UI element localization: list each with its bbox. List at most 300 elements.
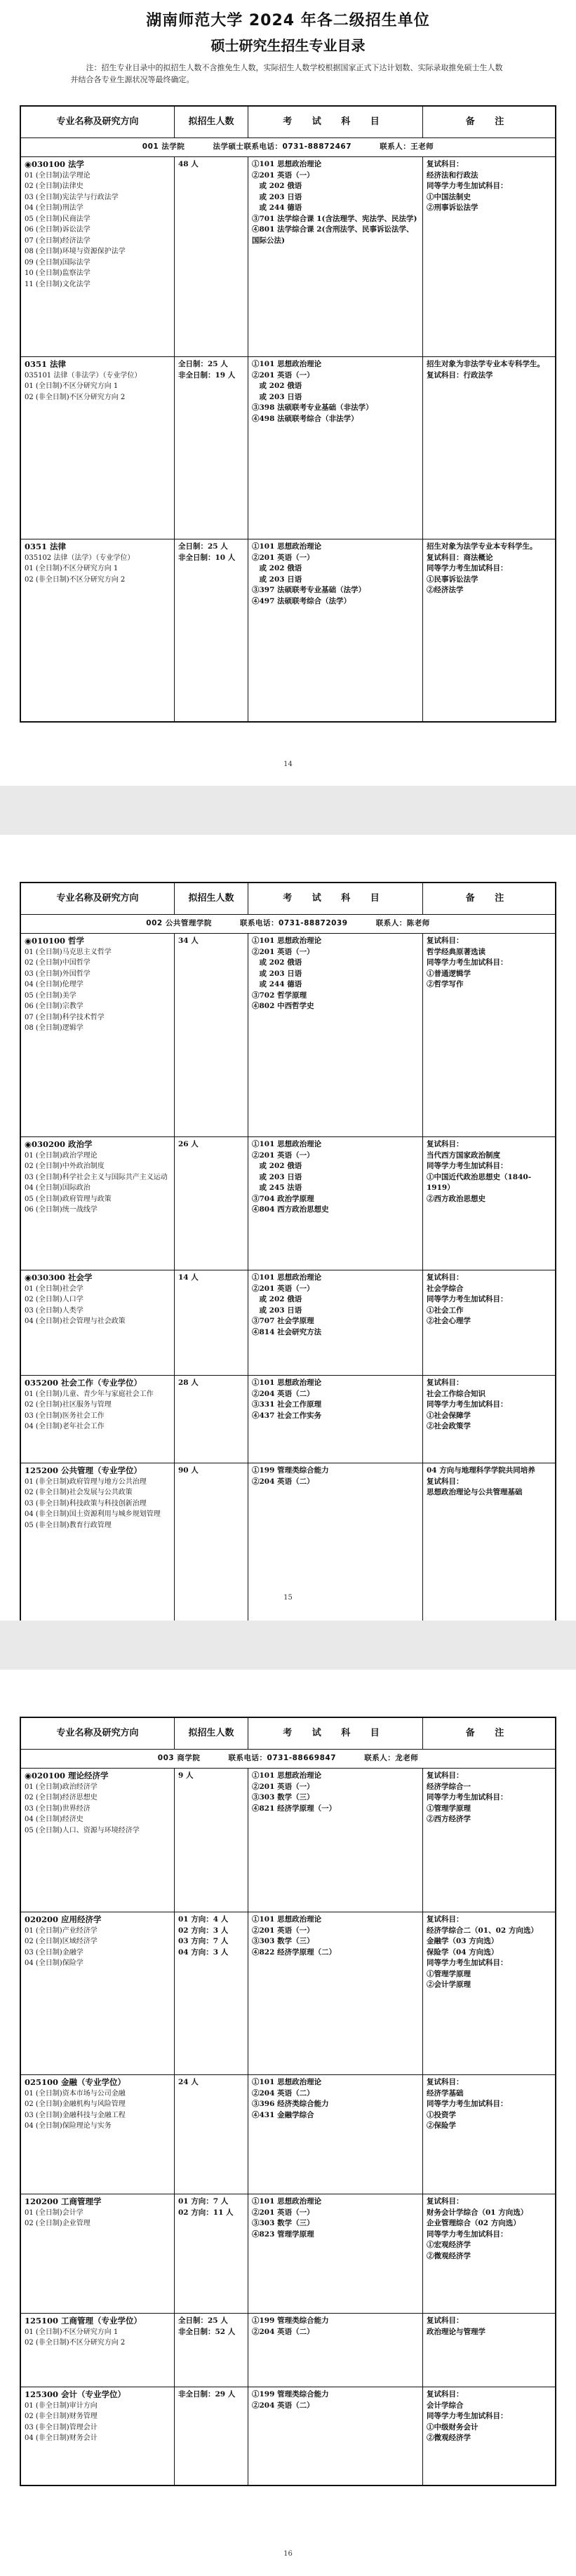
- header-note: 备 注: [423, 1717, 556, 1750]
- remark-line: 同等学力考生加试科目：: [427, 1400, 508, 1409]
- table-row: [20, 2194, 556, 2314]
- enrollment-count-cell: [175, 934, 248, 1137]
- page-number: 16: [283, 2550, 293, 2558]
- exam-subject: ②201 英语（一）: [252, 553, 314, 562]
- table-row: [20, 2387, 556, 2486]
- exam-subject: 或 202 俄语: [252, 1295, 302, 1303]
- research-direction: 01 (全日制)社会学: [25, 1284, 83, 1293]
- research-direction: 04 (全日制)保险学: [25, 1959, 83, 1967]
- research-direction: 02 (全日制)法律史: [25, 182, 83, 190]
- header-exam: 考 试 科 目: [248, 1717, 423, 1750]
- exam-subject: ③303 数学（三）: [252, 1937, 314, 1945]
- exam-subject: ④804 西方政治思想史: [252, 1205, 329, 1214]
- research-direction: 06 (全日制)统一战线学: [25, 1206, 98, 1214]
- exam-subject: 或 202 俄语: [252, 382, 302, 390]
- major-cell: [20, 157, 175, 357]
- exam-subject: ④823 管理学原理: [252, 2229, 314, 2239]
- exam-subject: ④822 经济学原理（二）: [252, 1947, 337, 1957]
- research-direction: 02 (非全日制)社会发展与公共政策: [25, 1489, 133, 1496]
- exam-subject: ④802 中西哲学史: [252, 1002, 314, 1010]
- remark-line: 复试科目：行政法学: [427, 370, 493, 380]
- college-name: 001 法学院: [142, 142, 185, 152]
- exam-subject: ③701 法学综合课 1(含法理学、宪法学、民法学): [252, 214, 417, 223]
- major-name: 0351 法律: [25, 542, 67, 551]
- college-person: 联系人：陈老师: [375, 919, 430, 928]
- header-note: 备 注: [423, 883, 556, 915]
- exam-subject: ②204 英语（二）: [252, 1477, 314, 1486]
- research-direction: 08 (全日制)逻辑学: [25, 1024, 83, 1032]
- table-header: [20, 1717, 556, 1750]
- enrollment-count-cell: [175, 357, 248, 539]
- major-rows: [20, 1769, 556, 2486]
- remarks-cell: [423, 1769, 556, 1912]
- major-cell: [20, 2387, 175, 2486]
- table-row: [20, 1912, 556, 2075]
- exam-subject: 或 202 俄语: [252, 564, 302, 572]
- research-direction: 04 (全日制)伦理学: [25, 981, 83, 988]
- research-direction: 02 (非全日制)财务管理: [25, 2413, 98, 2420]
- research-direction: 02 (非全日制)不区分研究方向 2: [25, 2339, 126, 2347]
- remark-line: ①管理学原理: [427, 1969, 471, 1978]
- remark-line: ①中国近代政治思想史（1840-1919）: [427, 1172, 532, 1192]
- major-rows: [20, 157, 556, 722]
- major-name: ◉030100 法学: [25, 159, 85, 169]
- exam-subject: ①101 思想政治理论: [252, 2078, 322, 2086]
- exam-subject: ②201 英语（一）: [252, 2208, 314, 2217]
- remark-line: 经济学综合一: [427, 1782, 471, 1791]
- enrollment-count-cell: [175, 2194, 248, 2314]
- remark-line: 同等学力考生加试科目：: [427, 182, 508, 190]
- research-direction: 01 (全日制)政治经济学: [25, 1783, 98, 1791]
- enrollment-count-cell: [175, 539, 248, 722]
- header-exam: 考 试 科 目: [248, 106, 423, 138]
- major-cell: [20, 1912, 175, 2075]
- research-direction: 03 (非全日制)科技政策与科技创新治理: [25, 1499, 147, 1508]
- remark-line: 哲学经典原著选读: [427, 947, 485, 956]
- exam-subject: ④498 法硕联考综合（非法学）: [252, 414, 359, 423]
- major-cell: [20, 539, 175, 722]
- remarks-cell: [423, 2194, 556, 2314]
- catalog-table-page-2: [20, 882, 556, 1621]
- remarks-cell: [423, 539, 556, 722]
- research-direction: 07 (全日制)经济法学: [25, 236, 91, 245]
- remark-line: ①中国法制史: [427, 192, 471, 201]
- remark-line: ①社会工作: [427, 1306, 464, 1315]
- exam-subject: ④814 社会研究方法: [252, 1327, 322, 1336]
- research-direction: 01 (全日制)马克思主义哲学: [25, 948, 112, 956]
- enrollment-count: 全日制：25 人: [178, 542, 228, 551]
- enrollment-count: 14 人: [178, 1273, 199, 1282]
- table-header: [20, 106, 556, 138]
- major-name: 120200 工商管理学: [25, 2196, 102, 2206]
- college-person: 联系人：龙老师: [364, 1754, 419, 1763]
- remark-line: ②社会心理学: [427, 1317, 471, 1325]
- research-direction: 04 (全日制)社会管理与社会政策: [25, 1317, 126, 1325]
- exam-subject: ①101 思想政治理论: [252, 1771, 322, 1780]
- research-direction: 07 (全日制)科学技术哲学: [25, 1013, 105, 1021]
- remark-line: 同等学力考生加试科目：: [427, 958, 508, 967]
- college-info: [20, 915, 556, 934]
- research-direction: 03 (全日制)金融科技与金融工程: [25, 2111, 126, 2119]
- major-cell: [20, 357, 175, 539]
- college-row: [20, 1750, 556, 1769]
- enrollment-count: 02 方向：11 人: [178, 2208, 234, 2217]
- remark-line: 当代西方国家政治制度: [427, 1151, 500, 1160]
- research-direction: 01 (全日制)不区分研究方向 1: [25, 2328, 119, 2336]
- research-direction: 04 (全日制)保险理论与实务: [25, 2122, 112, 2130]
- research-direction: 03 (全日制)外国哲学: [25, 970, 91, 978]
- table-row: [20, 157, 556, 357]
- remark-line: 复试科目：: [427, 2390, 464, 2399]
- enrollment-count: 03 方向：7 人: [178, 1937, 229, 1945]
- enrollment-count-cell: [175, 1912, 248, 2075]
- header-major: 专业名称及研究方向: [20, 883, 175, 915]
- remark-line: 复试科目：: [427, 2197, 464, 2206]
- remarks-cell: [423, 1376, 556, 1463]
- document-title: 湖南师范大学 2024 年各二级招生单位: [146, 12, 430, 29]
- exam-subject: ③707 社会学原理: [252, 1317, 314, 1325]
- exam-subjects-cell: [248, 1912, 423, 2075]
- exam-subject: 或 202 俄语: [252, 958, 302, 967]
- exam-subject: 或 203 日语: [252, 192, 302, 201]
- exam-subject: ③303 数学（三）: [252, 1793, 314, 1802]
- remark-line: 复试科目：: [427, 2316, 464, 2325]
- enrollment-count: 全日制：25 人: [178, 2316, 228, 2325]
- exam-subjects-cell: [248, 2387, 423, 2486]
- research-direction: 035101 法律（非法学）（专业学位）: [25, 371, 142, 380]
- research-direction: 03 (全日制)科学社会主义与国际共产主义运动: [25, 1173, 168, 1181]
- remark-line: ①社会保障学: [427, 1411, 471, 1420]
- major-name: 125100 工商管理（专业学位）: [25, 2316, 142, 2326]
- exam-subjects-cell: [248, 1270, 423, 1376]
- document-page-1: [0, 0, 576, 786]
- table-row: [20, 934, 556, 1137]
- remarks-cell: [423, 1270, 556, 1376]
- remark-line: 复试科目：: [427, 1273, 464, 1282]
- enrollment-count-cell: [175, 1137, 248, 1270]
- remark-line: 同等学力考生加试科目：: [427, 2229, 508, 2239]
- remark-line: 金融学（03 方向选）: [427, 1937, 499, 1945]
- remark-line: 会计学综合: [427, 2401, 464, 2410]
- exam-subject: ①101 思想政治理论: [252, 1140, 322, 1148]
- remark-line: 招生对象为非法学专业本专科学生。: [427, 360, 544, 368]
- major-name: ◉030300 社会学: [25, 1273, 93, 1282]
- major-cell: [20, 934, 175, 1137]
- exam-subject: ④431 金融学综合: [252, 2110, 314, 2119]
- research-direction: 04 (全日制)刑法学: [25, 204, 83, 212]
- remark-line: 复试科目：: [427, 1140, 464, 1148]
- table-row: [20, 357, 556, 539]
- research-direction: 04 (全日制)经济史: [25, 1816, 83, 1823]
- remark-line: 社会学综合: [427, 1284, 464, 1293]
- exam-subject: ③398 法硕联考专业基础（非法学）: [252, 403, 373, 412]
- exam-subject: 或 202 俄语: [252, 1162, 302, 1170]
- catalog-table-page-1: [20, 105, 556, 723]
- remark-line: ②保险学: [427, 2121, 456, 2130]
- research-direction: 04 (全日制)老年社会工作: [25, 1423, 105, 1430]
- enrollment-count: 非全日制：29 人: [178, 2390, 236, 2399]
- remark-line: 经济法和行政法: [427, 170, 478, 180]
- remark-line: 复试科目：: [427, 1915, 464, 1924]
- exam-subject: ④801 法学综合课 2(含刑法学、民事诉讼法学、国际公法): [252, 225, 414, 245]
- exam-subject: ①101 思想政治理论: [252, 2197, 322, 2206]
- enrollment-count: 34 人: [178, 937, 199, 945]
- research-direction: 11 (全日制)文化法学: [25, 280, 91, 288]
- remark-line: 同等学力考生加试科目：: [427, 1793, 508, 1802]
- enrollment-count: 04 方向：3 人: [178, 1947, 229, 1957]
- exam-subjects-cell: [248, 2314, 423, 2387]
- exam-subject: ①101 思想政治理论: [252, 1378, 322, 1387]
- remarks-cell: [423, 2387, 556, 2486]
- exam-subject: 或 203 日语: [252, 1306, 302, 1315]
- remark-line: ①中级财务会计: [427, 2422, 478, 2431]
- remark-line: 同等学力考生加试科目：: [427, 1295, 508, 1303]
- exam-subjects-cell: [248, 1137, 423, 1270]
- remark-line: 同等学力考生加试科目：: [427, 2412, 508, 2420]
- research-direction: 02 (全日制)企业管理: [25, 2220, 91, 2227]
- research-direction: 01 (全日制)资本市场与公司金融: [25, 2089, 126, 2098]
- table-row: [20, 1270, 556, 1376]
- remark-line: ②刑事诉讼法学: [427, 203, 478, 212]
- enrollment-count-cell: [175, 1270, 248, 1376]
- exam-subject: 或 244 德语: [252, 980, 302, 988]
- exam-subject: ②201 英语（一）: [252, 947, 314, 956]
- exam-subject: ④821 经济学原理（一）: [252, 1804, 337, 1813]
- remark-line: ②微观经济学: [427, 2434, 471, 2442]
- enrollment-count-cell: [175, 157, 248, 357]
- exam-subject: ①101 思想政治理论: [252, 160, 322, 168]
- remark-line: 企业管理综合（02 方向选）: [427, 2219, 521, 2227]
- research-direction: 03 (全日制)世界经济: [25, 1804, 91, 1813]
- remark-line: 复试科目：: [427, 1378, 464, 1387]
- major-name: 0351 法律: [25, 359, 67, 369]
- major-cell: [20, 1376, 175, 1463]
- document-page-2: [0, 835, 576, 1621]
- remark-line: ②社会政策学: [427, 1422, 471, 1430]
- research-direction: 02 (全日制)中外政治制度: [25, 1162, 105, 1170]
- research-direction: 01 (非全日制)政府管理与地方公共治理: [25, 1477, 147, 1486]
- enrollment-count: 01 方向：7 人: [178, 2197, 229, 2206]
- enrollment-count-cell: [175, 1769, 248, 1912]
- exam-subject: ①101 思想政治理论: [252, 542, 322, 551]
- exam-subject: ②201 英语（一）: [252, 370, 314, 380]
- header-major: 专业名称及研究方向: [20, 1717, 175, 1750]
- research-direction: 10 (全日制)监察法学: [25, 269, 91, 277]
- major-cell: [20, 2314, 175, 2387]
- remark-line: 招生对象为法学专业本专科学生。: [427, 542, 537, 551]
- major-cell: [20, 2194, 175, 2314]
- research-direction: 05 (全日制)美学: [25, 991, 76, 1000]
- header-exam: 考 试 科 目: [248, 883, 423, 915]
- major-name: 025100 金融（专业学位）: [25, 2077, 126, 2087]
- research-direction: 02 (全日制)中国哲学: [25, 959, 91, 967]
- exam-subjects-cell: [248, 357, 423, 539]
- research-direction: 03 (全日制)人类学: [25, 1306, 83, 1315]
- research-direction: 035102 法律（法学）（专业学位）: [25, 554, 135, 562]
- major-cell: [20, 1769, 175, 1912]
- remarks-cell: [423, 1137, 556, 1270]
- research-direction: 06 (全日制)宗教学: [25, 1002, 83, 1010]
- catalog-table-page-3: [20, 1717, 556, 2486]
- research-direction: 01 (全日制)政治学理论: [25, 1151, 98, 1160]
- remarks-cell: [423, 157, 556, 357]
- document-page-3: [0, 1670, 576, 2576]
- exam-subject: ③397 法硕联考专业基础（法学）: [252, 586, 366, 594]
- major-name: ◉020100 理论经济学: [25, 1771, 109, 1780]
- college-contact: 联系电话：0731-88669847: [228, 1754, 337, 1763]
- research-direction: 01 (非全日制)审计方向: [25, 2401, 98, 2410]
- research-direction: 01 (全日制)会计学: [25, 2208, 83, 2217]
- enrollment-count-cell: [175, 1376, 248, 1463]
- exam-subject: ①101 思想政治理论: [252, 937, 322, 945]
- table-header: [20, 883, 556, 915]
- major-cell: [20, 1270, 175, 1376]
- college-row: [20, 138, 556, 157]
- exam-subject: ②204 英语（二）: [252, 2327, 314, 2336]
- research-direction: 01 (全日制)不区分研究方向 1: [25, 382, 119, 390]
- remarks-cell: [423, 357, 556, 539]
- header-count: 拟招生人数: [175, 883, 248, 915]
- major-name: 020200 应用经济学: [25, 1914, 102, 1924]
- college-name: 003 商学院: [157, 1754, 201, 1763]
- research-direction: 01 (全日制)法学理论: [25, 171, 91, 180]
- exam-subject: ②201 英语（一）: [252, 1782, 314, 1791]
- enrollment-count: 非全日制：19 人: [178, 370, 236, 380]
- major-name: 125300 会计（专业学位）: [25, 2389, 126, 2399]
- research-direction: 02 (全日制)区域经济学: [25, 1938, 98, 1945]
- research-direction: 09 (全日制)国际法学: [25, 258, 91, 267]
- exam-subjects-cell: [248, 2075, 423, 2194]
- remark-line: 复试科目：: [427, 1771, 464, 1780]
- enrollment-count-cell: [175, 2075, 248, 2194]
- table-row: [20, 1376, 556, 1463]
- remark-line: 04 方向与地理科学学院共同培养: [427, 1466, 535, 1475]
- enrollment-count: 非全日制：52 人: [178, 2327, 236, 2336]
- research-direction: 05 (全日制)政府管理与政策: [25, 1195, 112, 1203]
- research-direction: 01 (全日制)儿童、青少年与家庭社会工作: [25, 1390, 154, 1398]
- header-note: 备 注: [423, 106, 556, 138]
- exam-subjects-cell: [248, 934, 423, 1137]
- exam-subject: ②201 英语（一）: [252, 1151, 314, 1160]
- research-direction: 02 (非全日制)不区分研究方向 2: [25, 393, 126, 401]
- remark-line: 同等学力考生加试科目：: [427, 1162, 508, 1170]
- exam-subject: ②204 英语（二）: [252, 2401, 314, 2410]
- major-name: ◉030200 政治学: [25, 1139, 93, 1149]
- exam-subjects-cell: [248, 539, 423, 722]
- document-note: 注：招生专业目录中的拟招生人数不含推免生人数，实际招生人数学校根据国家正式下达计划数、实际录取推免硕士生人数并结合各专业生源状况等最终确定。: [70, 63, 503, 84]
- enrollment-count: 28 人: [178, 1378, 199, 1387]
- table-row: [20, 2075, 556, 2194]
- remark-line: ①投资学: [427, 2110, 456, 2119]
- enrollment-count: 02 方向：3 人: [178, 1926, 229, 1935]
- enrollment-count: 全日制：25 人: [178, 360, 228, 368]
- remark-line: ②经济法学: [427, 586, 464, 594]
- document-subtitle: 硕士研究生招生专业目录: [210, 37, 366, 54]
- table-row: [20, 1769, 556, 1912]
- research-direction: 03 (全日制)宪法学与行政法学: [25, 193, 119, 201]
- exam-subject: ③396 经济类综合能力: [252, 2100, 329, 2108]
- college-contact: 联系电话：0731-88872039: [240, 919, 348, 928]
- enrollment-count: 非全日制：10 人: [178, 553, 236, 562]
- major-cell: [20, 2075, 175, 2194]
- research-direction: 08 (全日制)环境与资源保护法学: [25, 248, 126, 255]
- major-name: 125200 公共管理（专业学位）: [25, 1465, 142, 1475]
- exam-subject: ②201 英语（一）: [252, 1284, 314, 1293]
- college-info: [20, 138, 556, 157]
- research-direction: 02 (非全日制)不区分研究方向 2: [25, 575, 126, 584]
- page-number: 14: [283, 760, 293, 768]
- exam-subject: 或 203 日语: [252, 392, 302, 401]
- college-row: [20, 915, 556, 934]
- enrollment-count: 9 人: [178, 1771, 194, 1780]
- enrollment-count-cell: [175, 2314, 248, 2387]
- remark-line: 同等学力考生加试科目：: [427, 2100, 508, 2108]
- exam-subject: ③702 哲学原理: [252, 991, 307, 1000]
- research-direction: 06 (全日制)诉讼法学: [25, 226, 91, 234]
- enrollment-count: 48 人: [178, 160, 199, 168]
- exam-subject: ①199 管理类综合能力: [252, 2390, 329, 2399]
- remark-line: ①宏观经济学: [427, 2241, 471, 2249]
- exam-subject: ④437 社会工作实务: [252, 1411, 322, 1420]
- research-direction: 01 (全日制)产业经济学: [25, 1926, 98, 1935]
- remark-line: ②会计学原理: [427, 1980, 471, 1989]
- exam-subject: ②204 英语（二）: [252, 1389, 314, 1398]
- remark-line: 复试科目：: [427, 160, 464, 168]
- table-row: [20, 539, 556, 722]
- remark-line: 政治理论与管理学: [427, 2327, 485, 2336]
- exam-subject: ①101 思想政治理论: [252, 360, 322, 368]
- exam-subject: ②204 英语（二）: [252, 2088, 314, 2098]
- enrollment-count: 26 人: [178, 1140, 199, 1148]
- major-name: ◉010100 哲学: [25, 936, 85, 946]
- research-direction: 01 (全日制)不区分研究方向 1: [25, 565, 119, 572]
- remark-line: 经济学基础: [427, 2088, 464, 2098]
- research-direction: 04 (非全日制)国土资源利用与城乡规划管理: [25, 1510, 161, 1518]
- exam-subject: 或 202 俄语: [252, 182, 302, 190]
- research-direction: 02 (全日制)金融机构与风险管理: [25, 2100, 126, 2108]
- remark-line: 经济学综合二（01、02 方向选）: [427, 1926, 538, 1935]
- header-count: 拟招生人数: [175, 106, 248, 138]
- major-name: 035200 社会工作（专业学位）: [25, 1378, 142, 1388]
- remark-line: ②哲学写作: [427, 980, 464, 988]
- research-direction: 02 (全日制)社区服务与管理: [25, 1401, 112, 1409]
- major-cell: [20, 1137, 175, 1270]
- exam-subject: 或 203 日语: [252, 1172, 302, 1181]
- exam-subjects-cell: [248, 1376, 423, 1463]
- research-direction: 03 (全日制)金融学: [25, 1948, 83, 1957]
- research-direction: 03 (全日制)医务社会工作: [25, 1411, 105, 1420]
- enrollment-count: 01 方向：4 人: [178, 1915, 229, 1924]
- remark-line: ②西方经济学: [427, 1815, 471, 1823]
- exam-subject: ③303 数学（三）: [252, 2219, 314, 2227]
- exam-subject: ①101 思想政治理论: [252, 1915, 322, 1924]
- exam-subjects-cell: [248, 1769, 423, 1912]
- remark-line: ①民事诉讼法学: [427, 575, 478, 584]
- college-contact: 法学硕士联系电话：0731-88872467: [213, 142, 352, 152]
- remark-line: 复试科目：: [427, 937, 464, 945]
- research-direction: 05 (全日制)民商法学: [25, 215, 91, 223]
- exam-subject: 或 245 法语: [252, 1183, 302, 1192]
- exam-subject: 或 203 日语: [252, 575, 302, 584]
- remark-line: 同等学力考生加试科目：: [427, 564, 508, 572]
- exam-subject: ①199 管理类综合能力: [252, 1466, 329, 1475]
- enrollment-count-cell: [175, 2387, 248, 2486]
- remark-line: 复试科目：: [427, 1477, 464, 1486]
- enrollment-count: 24 人: [178, 2078, 199, 2086]
- remark-line: 保险学（04 方向选）: [427, 1947, 499, 1957]
- research-direction: 04 (非全日制)财务会计: [25, 2434, 98, 2442]
- remark-line: ①普通逻辑学: [427, 969, 471, 978]
